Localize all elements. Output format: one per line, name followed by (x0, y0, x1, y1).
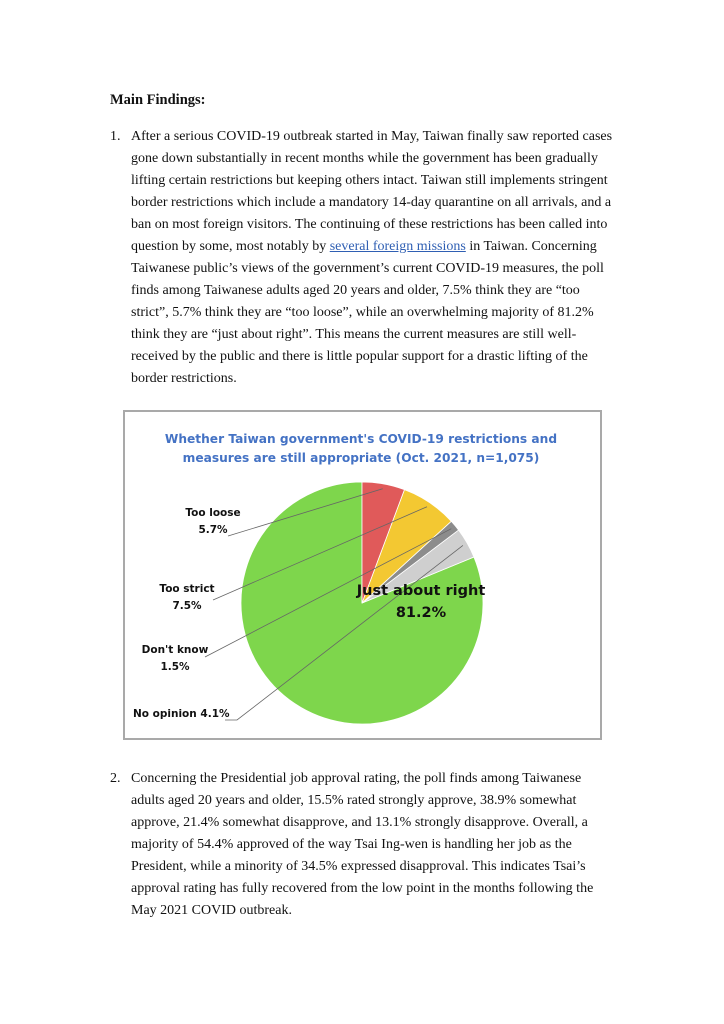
value-no-opinion: 4.1% (200, 708, 230, 720)
chart-title-line-2: measures are still appropriate (Oct. 2021, n=1,075) (182, 451, 540, 465)
label-too-strict: Too strict (159, 583, 215, 595)
value-just-about-right: 81.2% (395, 605, 447, 621)
finding-paragraph: Concerning the Presidential job approval rating, the poll finds among Taiwanese adults aged 20 years and older, 15.5% rated strongly approve, 38.9% somewhat approve, 21.4% somewhat disapprove, and 13.1% strongly disapprove. Overall, a majority of 54.4% approved of the way Tsai Ing-wen is handling her job as the President, while a minority of 34.5% expressed disapproval. This indicates Tsai’s approval rating has fully recovered from the low point in the months following the May 2021 COVID outbreak. (131, 771, 594, 918)
label-no-opinion (133, 708, 230, 720)
value-dont-know: 1.5% (160, 661, 190, 673)
label-just-about-right: Just about right (356, 583, 486, 599)
paragraph-text: in Taiwan. Concerning Taiwanese public’s views of the government’s current COVID-19 measures, the poll finds among Taiwanese adults aged 20 years and older, 7.5% think they are “too strict”, 5.7% think they are “too loose”, while an overwhelming majority of 81.2% think they are “just about right”. This means the current measures are still well-received by the public and there is little popular support for a drastic lifting of the border restrictions. (131, 239, 604, 386)
pie-chart (125, 412, 600, 738)
label-no-opinion-name: No opinion (133, 708, 197, 720)
value-too-strict: 7.5% (172, 600, 202, 612)
section-heading: Main Findings: (110, 92, 206, 108)
pie-chart-frame (123, 410, 602, 740)
label-too-loose: Too loose (185, 507, 241, 519)
chart-title-line-1: Whether Taiwan government's COVID-19 restrictions and (164, 432, 558, 446)
paragraph-text: After a serious COVID-19 outbreak started in May, Taiwan finally saw reported cases gone down substantially in recent months while the government has been gradually lifting certain restrictions but keeping others intact. Taiwan still implements stringent border restrictions which include a mandatory 14-day quarantine on all arrivals, and a ban on most foreign visitors. The continuing of these restrictions has been called into question by some, most notably by (131, 129, 613, 254)
pie-slices (241, 482, 483, 724)
value-too-loose: 5.7% (198, 524, 228, 536)
finding-number: 2. (110, 771, 121, 786)
finding-item-1 (110, 126, 615, 390)
finding-item-2 (110, 768, 615, 922)
foreign-missions-link[interactable]: several foreign missions (329, 239, 466, 254)
finding-number: 1. (110, 129, 121, 144)
finding-paragraph (131, 126, 615, 390)
label-dont-know: Don't know (141, 644, 209, 656)
